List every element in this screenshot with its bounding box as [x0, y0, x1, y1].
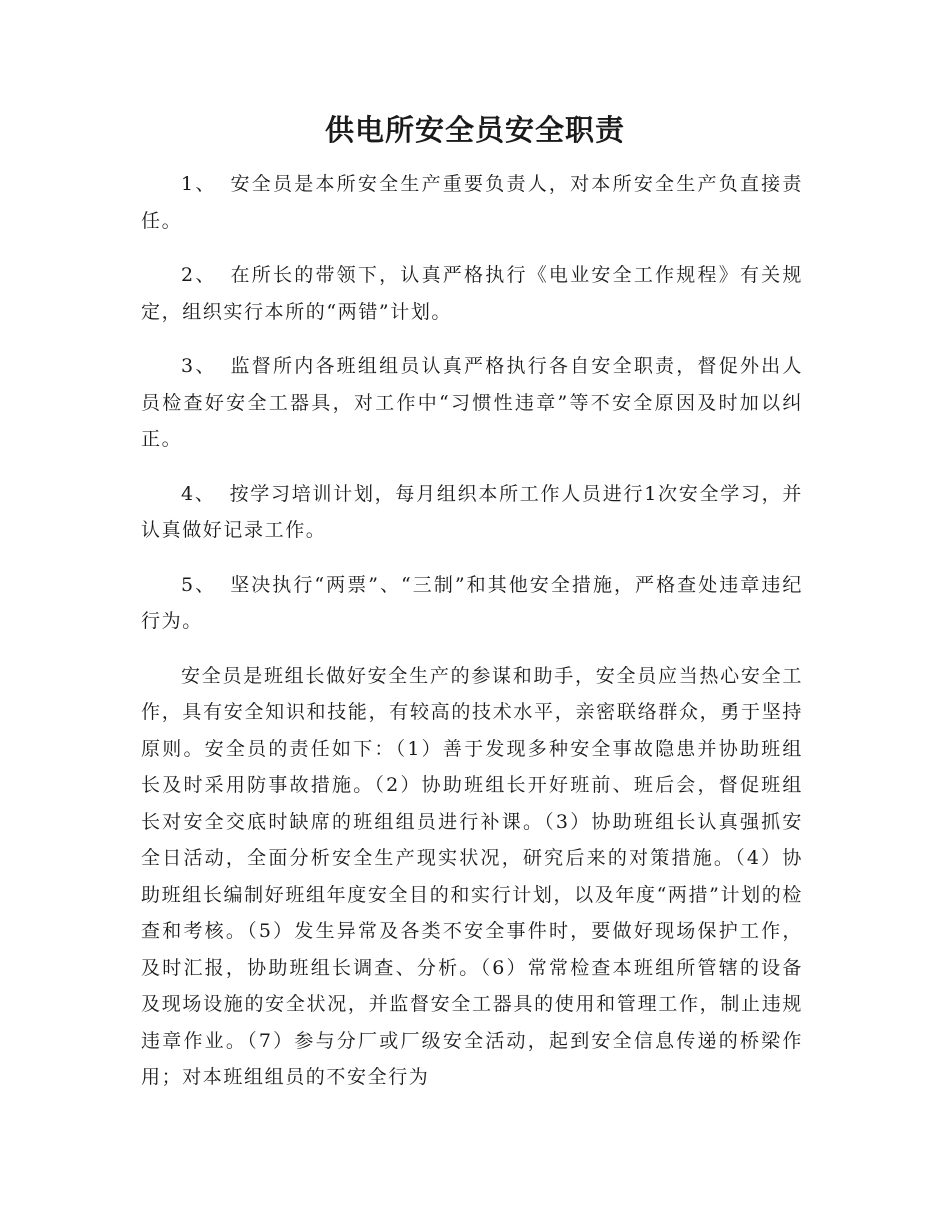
page-title: 供电所安全员安全职责 — [324, 113, 625, 147]
item-text: 在所长的带领下，认真严格执行《电业安全工作规程》有关规定，组织实行本所的“两错”计划。 — [141, 264, 803, 323]
item-text: 坚决执行“两票”、“三制”和其他安全措施，严格查处违章违纪行为。 — [141, 573, 803, 632]
duty-item-5 — [141, 567, 803, 640]
item-number: 1、 — [181, 173, 217, 195]
duty-item-3 — [141, 348, 803, 458]
duty-item-2 — [141, 257, 803, 330]
closing-paragraph: 安全员是班组长做好安全生产的参谋和助手，安全员应当热心安全工作，具有安全知识和技能，有较高的技术水平，亲密联络群众，勇于坚持原则。安全员的责任如下：（1）善于发现多种安全事故隐患并协助班组长及时采用防事故措施。（2）协助班组长开好班前、班后会，督促班组长对安全交底时缺席的班组组员进行补课。（3）协助班组长认真强抓安全日活动，全面分析安全生产现实状况，研究后来的对策措施。（4）协助班组长编制好班组年度安全目的和实行计划，以及年度“两措”计划的检查和考核。（5）发生异常及各类不安全事件时，要做好现场保护工作，及时汇报，协助班组长调查、分析。（6）常常检查本班组所管辖的设备及现场设施的安全状况，并监督安全工器具的使用和管理工作，制止违规违章作业。（7）参与分厂或厂级安全活动，起到安全信息传递的桥梁作用；对本班组组员的不安全行为 — [141, 664, 803, 1088]
duty-item-4 — [141, 476, 803, 549]
item-number: 5、 — [181, 573, 217, 596]
duty-item-1 — [141, 166, 803, 239]
item-text: 监督所内各班组组员认真严格执行各自安全职责，督促外出人员检查好安全工器具，对工作中“习惯性违章”等不安全原因及时加以纠正。 — [141, 355, 803, 450]
item-number: 2、 — [181, 264, 217, 286]
item-text: 安全员是本所安全生产重要负责人，对本所安全生产负直接责任。 — [141, 173, 803, 232]
item-number: 3、 — [181, 355, 217, 377]
item-number: 4、 — [181, 482, 216, 505]
document-body — [141, 166, 803, 1096]
item-text: 按学习培训计划，每月组织本所工作人员进行1次安全学习，并认真做好记录工作。 — [141, 482, 804, 541]
